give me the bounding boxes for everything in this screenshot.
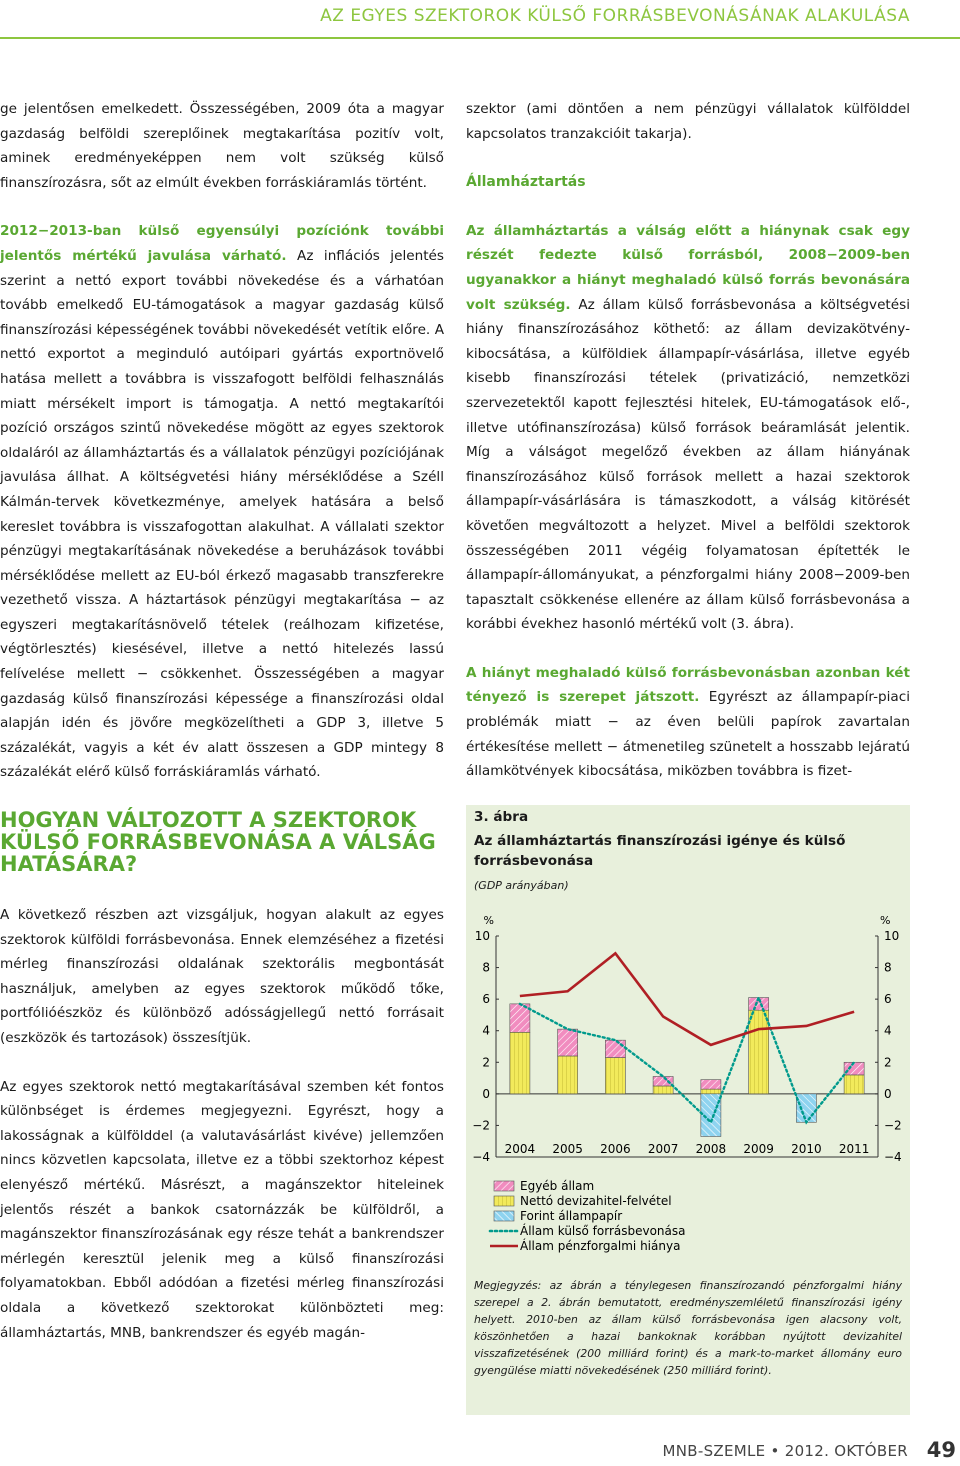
chart-canvas xyxy=(466,900,910,1275)
x-tick-label: 2008 xyxy=(695,1142,727,1156)
bar-nett-devizahitel-felv-tel xyxy=(510,1032,530,1094)
y-tick-left: 8 xyxy=(482,960,490,975)
left-column xyxy=(0,97,444,1345)
legend-label: Állam pénzforgalmi hiánya xyxy=(520,1239,681,1253)
figure-number: 3. ábra xyxy=(474,809,529,825)
figure-3 xyxy=(466,805,910,1415)
left-paragraph-1: ge jelentősen emelkedett. Összességében, 2009 óta a magyar gazdaság belföldi szereplőinek megtakarítása pozitív volt, aminek eredményeképpen nem volt szükség külső finanszírozásra, sőt az elmúlt években forráskiáramlás történt. xyxy=(0,101,444,191)
y-tick-right: 2 xyxy=(884,1055,892,1070)
bar-forint-llampap-r xyxy=(796,1094,816,1122)
left-paragraph-4: Az egyes szektorok nettó megtakarításával szemben két fontos különbséget is érdemes megjegyezni. Egyrészt, hogy a lakosságnak a külfölddel (a valutavásárlást kivéve) jellemzően nincs közvetlen kapcsolata, illetve ez a többi szektorhoz képest elenyésző mértékű. Másrészt, a magánszektor hiteleinek jelentős részét a bankok csatornázzák be külföldről, a magánszektor finanszírozásának egy része tehát a bankrendszer mérlegén keresztül jelenik meg a külső finanszírozási folyamatokban. Ebből adódóan a fizetési mérleg finanszírozási oldala a következő szektorokat különbözteti meg: államháztartás, MNB, bankrendszer és egyéb magán- xyxy=(0,1078,444,1341)
y-unit-left: % xyxy=(483,914,494,927)
right-column xyxy=(466,97,910,784)
right-paragraph-2 xyxy=(466,219,910,637)
bar-nett-devizahitel-felv-tel xyxy=(653,1086,673,1094)
x-tick-label: 2006 xyxy=(600,1142,631,1156)
left-paragraph-3: A következő részben azt vizsgáljuk, hogyan alakult az egyes szektorok külföldi forrásbevonása. Ennek elemzéséhez a fizetési mérleg finanszírozási oldalának szektorális megbontását használjuk, amelyben az egyes szektorok működő tőke, portfólióészköz és különböző adósságjellegű nettó forrásait (eszközök és tartozások) összesítjük. xyxy=(0,907,444,1046)
y-tick-right: −2 xyxy=(884,1118,902,1133)
x-tick-label: 2005 xyxy=(552,1142,583,1156)
legend-label: Állam külső forrásbevonása xyxy=(520,1224,686,1238)
page-number: 49 xyxy=(926,1438,956,1462)
legend-swatch xyxy=(494,1181,514,1191)
figure-title: Az államháztartás finanszírozási igénye és külső forrásbevonása xyxy=(474,833,846,869)
y-tick-left: 2 xyxy=(482,1055,490,1070)
y-tick-right: 6 xyxy=(884,992,892,1007)
subsection-title: Államháztartás xyxy=(466,174,586,191)
y-tick-left: −4 xyxy=(472,1150,490,1164)
bar-nett-devizahitel-felv-tel xyxy=(701,1089,721,1094)
figure-subtitle: (GDP arányában) xyxy=(474,879,569,892)
x-tick-label: 2010 xyxy=(791,1142,822,1156)
bar-egy-b-llam xyxy=(558,1029,578,1056)
y-tick-right: 8 xyxy=(884,960,892,975)
bar-nett-devizahitel-felv-tel xyxy=(844,1075,864,1094)
y-tick-left: 4 xyxy=(482,1023,490,1038)
left-paragraph-2-body: Az inflációs jelentés szerint a nettó export további növekedése és a várhatóan tovább emelkedő EU-támogatások a magyar gazdaság külső finanszírozási képességének további növekedését vetítik előre. A nettó exportot a meginduló autóipari gyártás exportnövelő hatása mellett a továbbra is visszafogott belföldi felhasználás miatt mérsékelt import is támogatja. A nettó megtakarítói pozíció országos szintű növekedése mögött az egyes szektorok oldaláról az államháztartás és a vállalatok pénzügyi pozíciójának javulása állhat. A költségvetési hiány mérséklődése a Széll Kálmán-tervek következménye, amelyek hatására a belső kereslet továbbra is visszafogottan alakulhat. A vállalati szektor pénzügyi megtakarításának növekedése a beruházások további mérséklődése mellett az EU-ból érkező magasabb transzferekre vezethető vissza. A háztartások pénzügyi megtakarítása − az egyszeri megtakarításnövelő tételek (reálhozam kifizetése, végtörlesztés) kiesésével, illetve a nettó hitelezés lassú felívelése mellett − csökkenhet. Összességében a magyar gazdaság külső finanszírozási képessége a finanszírozási oldal alapján idén és jövőre megközelítheti a GDP 3, illetve 5 százalékát, vagyis a két év alatt összesen a GDP mintegy 8 százalékát elérő külső forráskiáramlás várható. xyxy=(0,247,444,781)
left-paragraph-2 xyxy=(0,219,444,785)
bar-egy-b-llam xyxy=(653,1076,673,1085)
legend-label: Forint állampapír xyxy=(520,1209,623,1223)
legend-swatch xyxy=(494,1196,514,1206)
section-title: HOGYAN VÁLTOZOTT A SZEKTOROK KÜLSŐ FORRÁSBEVONÁSA A VÁLSÁG HATÁSÁRA? xyxy=(0,808,436,877)
bar-nett-devizahitel-felv-tel xyxy=(605,1058,625,1094)
y-tick-left: 6 xyxy=(482,992,490,1007)
x-tick-label: 2007 xyxy=(647,1142,679,1156)
x-tick-label: 2004 xyxy=(504,1142,536,1156)
y-tick-right: 4 xyxy=(884,1023,892,1038)
legend-label: Egyéb állam xyxy=(520,1179,595,1193)
header-rule xyxy=(0,37,960,39)
figure-note: Megjegyzés: az ábrán a ténylegesen finanszírozandó pénzforgalmi hiány szerepel a 2. ábrán bemutatott, eredményszemléletű finanszírozási igény helyett. 2010-ben az állam külső forrásbevonása igen alacsony volt, köszönhetően a hazai bankoknak korábban nyújtott devizahitel visszafizetésének (200 milliárd forint) és a mark-to-market állomány euro gyengülése miatti növekedésének (250 milliárd forint). xyxy=(474,1279,902,1377)
bar-nett-devizahitel-felv-tel xyxy=(749,1010,769,1094)
y-tick-right: 10 xyxy=(884,929,900,943)
bar-nett-devizahitel-felv-tel xyxy=(558,1056,578,1094)
right-paragraph-3-body: Egyrészt az állampapír-piaci problémák miatt − az éven belüli papírok zavartalan értékesítése mellett − átmenetileg szünetelt a hosszabb lejáratú államkötvények kibocsátása, miközben továbbra is fizet- xyxy=(466,689,910,780)
right-paragraph-1: szektor (ami döntően a nem pénzügyi vállalatok külfölddel kapcsolatos tranzakcióit takarja). xyxy=(466,101,910,142)
legend-label: Nettó devizahitel-felvétel xyxy=(520,1194,672,1208)
right-paragraph-2-lead: Az államháztartás a válság előtt a hiánynak csak egy részét fedezte külső forrásból, 2008−2009-ben ugyanakkor a hiányt meghaladó külső forrás bevonására volt szükség. xyxy=(466,222,910,313)
left-paragraph-2-lead: 2012−2013-ban külső egyensúlyi pozíciónk további jelentős mértékű javulása várható. xyxy=(0,223,444,264)
x-tick-label: 2009 xyxy=(743,1142,774,1156)
y-unit-right: % xyxy=(880,914,891,927)
y-tick-right: −4 xyxy=(884,1150,902,1164)
right-paragraph-3 xyxy=(466,661,910,784)
y-tick-left: 10 xyxy=(474,929,490,943)
footer-label: MNB-SZEMLE • 2012. OKTÓBER xyxy=(662,1442,908,1460)
bar-egy-b-llam xyxy=(701,1080,721,1089)
bar-egy-b-llam xyxy=(510,1004,530,1032)
y-tick-left: −2 xyxy=(472,1118,490,1133)
running-header: AZ EGYES SZEKTOROK KÜLSŐ FORRÁSBEVONÁSÁNAK ALAKULÁSA xyxy=(320,6,910,26)
right-paragraph-2-body: Az állam külső forrásbevonása a költségvetési hiány finanszírozásához köthető: az állam devizakötvény-kibocsátása, a külföldiek állampapír-vásárlása, illetve egyéb kisebb finanszírozási tételek (privatizáció, nemzetközi szervezetektől kapott fejlesztési hitelek, EU-támogatások elő-, illetve utófinanszírozása) külső források beáramlását jelentik. Míg a válságot megelőző években az állam hiányának finanszírozásához külső források mellett a hazai szektorok állampapír-vásárlására is támaszkodott, a válság kitörését követően megváltozott a helyzet. Mivel a belföldi szektorok összességében 2011 végéig folyamatosan építették le állampapír-állományukat, a pénzforgalmi hiány 2008−2009-ben tapasztalt csökkenése ellenére az állam külső forrásbevonása a korábbi évekhez hasonló mértékű volt (3. ábra). xyxy=(466,296,910,633)
right-paragraph-3-lead: A hiányt meghaladó külső forrásbevonásban azonban két tényező is szerepet játszott. xyxy=(466,664,910,706)
legend-swatch xyxy=(494,1211,514,1221)
y-tick-left: 0 xyxy=(482,1086,490,1101)
bar-egy-b-llam xyxy=(605,1040,625,1057)
x-tick-label: 2011 xyxy=(838,1142,870,1156)
y-tick-right: 0 xyxy=(884,1086,892,1101)
